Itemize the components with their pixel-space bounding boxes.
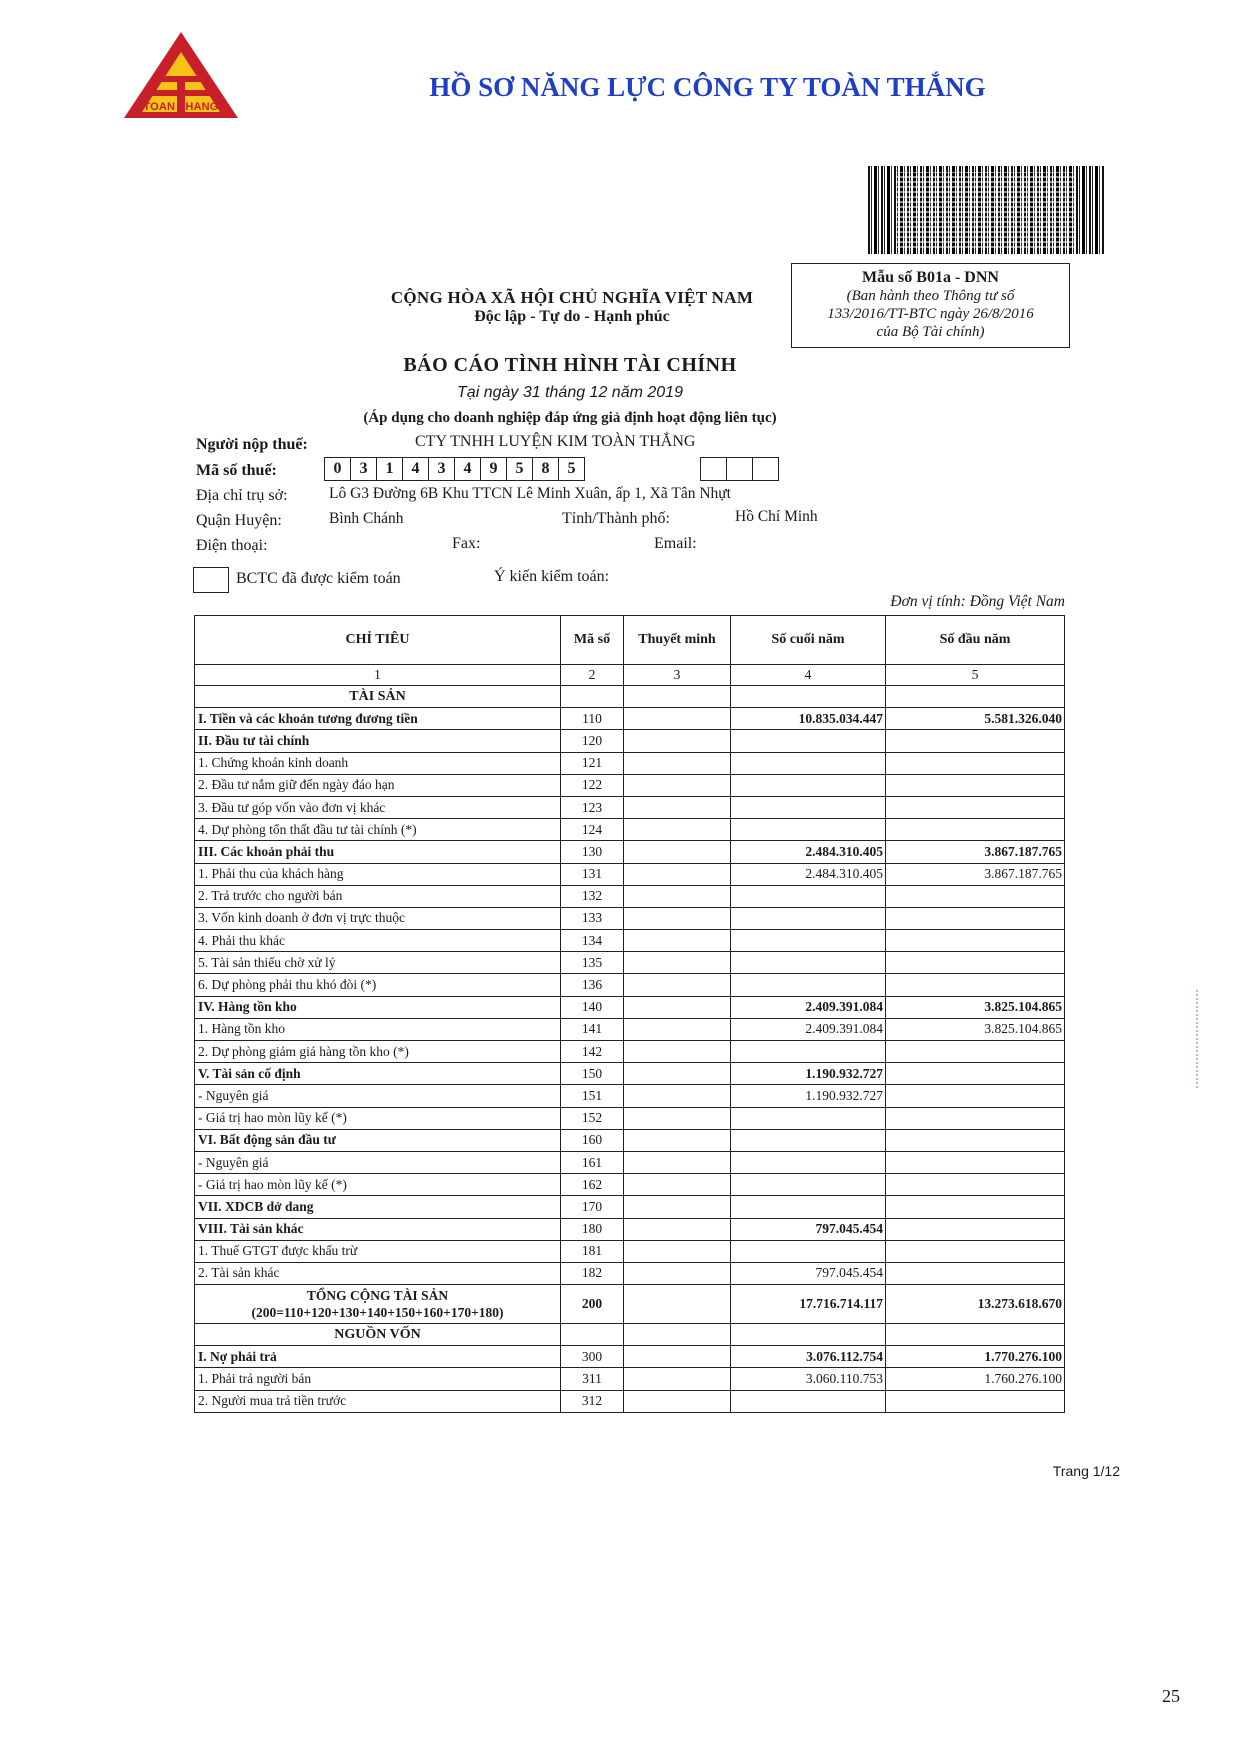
- row-note: [624, 1174, 731, 1196]
- page-header-title: HỒ SƠ NĂNG LỰC CÔNG TY TOÀN THẮNG: [429, 72, 986, 102]
- row-code: 120: [561, 730, 624, 752]
- barcode-image: [868, 166, 1104, 254]
- row-code: 130: [561, 841, 624, 863]
- republic-motto: Độc lập - Tự do - Hạnh phúc: [474, 308, 670, 325]
- report-date: Tại ngày 31 tháng 12 năm 2019: [457, 384, 683, 401]
- row-label: 3. Đầu tư góp vốn vào đơn vị khác: [195, 796, 561, 818]
- form-code-box: [791, 263, 1070, 348]
- city-label: Tỉnh/Thành phố:: [562, 510, 670, 527]
- row-code: 162: [561, 1174, 624, 1196]
- row-code: 131: [561, 863, 624, 885]
- row-note: [624, 930, 731, 952]
- row-label: [195, 1285, 561, 1324]
- report-apply-note: (Áp dụng cho doanh nghiệp đáp ứng giả định hoạt động liên tục): [363, 410, 777, 426]
- fax-label: Fax:: [452, 535, 481, 552]
- row-code: 132: [561, 885, 624, 907]
- row-code: 180: [561, 1218, 624, 1240]
- row-end-of-year: 797.045.454: [731, 1218, 886, 1240]
- row-end-of-year: [731, 907, 886, 929]
- taxcode-digit: 9: [481, 457, 507, 481]
- row-label: 3. Vốn kinh doanh ở đơn vị trực thuộc: [195, 907, 561, 929]
- row-note: [624, 952, 731, 974]
- row-start-of-year: [886, 930, 1065, 952]
- row-end-of-year: 17.716.714.117: [731, 1285, 886, 1324]
- address-value: Lô G3 Đường 6B Khu TTCN Lê Minh Xuân, ấp 1, Xã Tân Nhựt: [329, 485, 731, 502]
- row-label: 4. Dự phòng tổn thất đầu tư tài chính (*): [195, 819, 561, 841]
- row-end-of-year: 10.835.034.447: [731, 708, 886, 730]
- row-end-of-year: [731, 730, 886, 752]
- row-note: [624, 1107, 731, 1129]
- table-row: [195, 774, 1065, 796]
- form-note-1: (Ban hành theo Thông tư số: [846, 288, 1015, 304]
- row-start-of-year: [886, 952, 1065, 974]
- column-header: Số cuối năm: [731, 616, 886, 665]
- table-row: [195, 1218, 1065, 1240]
- logo-text: TOAN THANG: [143, 101, 219, 113]
- table-row: [195, 996, 1065, 1018]
- taxcode-digit: 4: [455, 457, 481, 481]
- row-label: 1. Phải thu của khách hàng: [195, 863, 561, 885]
- row-start-of-year: [886, 1041, 1065, 1063]
- row-label: NGUỒN VỐN: [195, 1324, 561, 1346]
- row-code: 182: [561, 1262, 624, 1284]
- row-end-of-year: [731, 774, 886, 796]
- table-row: [195, 1151, 1065, 1173]
- row-label: 1. Hàng tồn kho: [195, 1018, 561, 1040]
- row-start-of-year: [886, 1151, 1065, 1173]
- balance-sheet-table: [194, 615, 1065, 1413]
- audited-checkbox: [193, 567, 229, 593]
- row-note: [624, 1085, 731, 1107]
- row-note: [624, 730, 731, 752]
- row-label: 2. Đầu tư nắm giữ đến ngày đáo hạn: [195, 774, 561, 796]
- column-header: Số đầu năm: [886, 616, 1065, 665]
- row-start-of-year: [886, 1107, 1065, 1129]
- table-row: [195, 819, 1065, 841]
- row-end-of-year: 3.076.112.754: [731, 1346, 886, 1368]
- total-label: TỔNG CỘNG TÀI SẢN: [306, 1288, 449, 1304]
- row-start-of-year: 13.273.618.670: [886, 1285, 1065, 1324]
- table-row: [195, 930, 1065, 952]
- row-end-of-year: [731, 1041, 886, 1063]
- row-note: [624, 1240, 731, 1262]
- row-note: [624, 708, 731, 730]
- taxcode-digit: 4: [403, 457, 429, 481]
- row-code: 133: [561, 907, 624, 929]
- table-row: [195, 863, 1065, 885]
- form-note-2: 133/2016/TT-BTC ngày 26/8/2016: [827, 306, 1034, 322]
- table-row: [195, 1107, 1065, 1129]
- row-end-of-year: [731, 1107, 886, 1129]
- row-code: 122: [561, 774, 624, 796]
- row-start-of-year: 3.867.187.765: [886, 841, 1065, 863]
- document-page-number: 25: [1162, 1686, 1180, 1706]
- row-end-of-year: [731, 796, 886, 818]
- row-code: 300: [561, 1346, 624, 1368]
- column-index: 3: [624, 665, 731, 686]
- row-end-of-year: 1.190.932.727: [731, 1063, 886, 1085]
- row-end-of-year: 2.484.310.405: [731, 863, 886, 885]
- row-code: [561, 1324, 624, 1346]
- row-start-of-year: [886, 774, 1065, 796]
- audited-label: BCTC đã được kiểm toán: [236, 570, 401, 587]
- district-label: Quận Huyện:: [196, 512, 282, 529]
- row-code: 140: [561, 996, 624, 1018]
- row-note: [624, 774, 731, 796]
- taxcode-digit: 3: [429, 457, 455, 481]
- table-row: [195, 1346, 1065, 1368]
- taxcode-digit: 8: [533, 457, 559, 481]
- row-start-of-year: [886, 1174, 1065, 1196]
- row-note: [624, 885, 731, 907]
- row-end-of-year: 3.060.110.753: [731, 1368, 886, 1390]
- report-title: BÁO CÁO TÌNH HÌNH TÀI CHÍNH: [403, 354, 737, 376]
- row-end-of-year: 2.484.310.405: [731, 841, 886, 863]
- row-end-of-year: [731, 974, 886, 996]
- row-end-of-year: 797.045.454: [731, 1262, 886, 1284]
- row-note: [624, 1346, 731, 1368]
- row-start-of-year: [886, 1262, 1065, 1284]
- row-label: - Giá trị hao mòn lũy kế (*): [195, 1174, 561, 1196]
- taxcode-extra-box: [753, 457, 779, 481]
- row-label: I. Nợ phải trả: [195, 1346, 561, 1368]
- row-note: [624, 1324, 731, 1346]
- column-index: 5: [886, 665, 1065, 686]
- column-header: CHỈ TIÊU: [195, 616, 561, 665]
- row-start-of-year: 3.867.187.765: [886, 863, 1065, 885]
- currency-unit: Đơn vị tính: Đồng Việt Nam: [890, 593, 1065, 610]
- phone-label: Điện thoại:: [196, 537, 268, 554]
- table-row: [195, 708, 1065, 730]
- row-end-of-year: [731, 1129, 886, 1151]
- row-start-of-year: [886, 1196, 1065, 1218]
- row-label: 2. Dự phòng giảm giá hàng tồn kho (*): [195, 1041, 561, 1063]
- row-note: [624, 841, 731, 863]
- row-end-of-year: [731, 819, 886, 841]
- row-start-of-year: 5.581.326.040: [886, 708, 1065, 730]
- row-end-of-year: [731, 952, 886, 974]
- row-code: 152: [561, 1107, 624, 1129]
- table-row: [195, 907, 1065, 929]
- row-label: 1. Phải trả người bán: [195, 1368, 561, 1390]
- column-index: 2: [561, 665, 624, 686]
- row-start-of-year: 3.825.104.865: [886, 996, 1065, 1018]
- table-row: [195, 952, 1065, 974]
- row-label: 2. Trả trước cho người bán: [195, 885, 561, 907]
- row-end-of-year: [731, 1390, 886, 1412]
- taxpayer-name: CTY TNHH LUYỆN KIM TOÀN THẮNG: [415, 433, 696, 450]
- taxpayer-label: Người nộp thuế:: [196, 436, 308, 453]
- row-code: 141: [561, 1018, 624, 1040]
- table-row: [195, 752, 1065, 774]
- taxcode-label: Mã số thuế:: [196, 462, 277, 479]
- row-code: 161: [561, 1151, 624, 1173]
- audit-opinion-label: Ý kiến kiểm toán:: [494, 568, 610, 585]
- table-row: [195, 1324, 1065, 1346]
- row-code: 124: [561, 819, 624, 841]
- row-label: - Giá trị hao mòn lũy kế (*): [195, 1107, 561, 1129]
- table-row: [195, 1063, 1065, 1085]
- row-note: [624, 1129, 731, 1151]
- row-code: 121: [561, 752, 624, 774]
- row-code: 151: [561, 1085, 624, 1107]
- row-label: - Nguyên giá: [195, 1085, 561, 1107]
- table-row: [195, 1240, 1065, 1262]
- row-label: 2. Tài sản khác: [195, 1262, 561, 1284]
- row-end-of-year: [731, 1196, 886, 1218]
- row-end-of-year: [731, 930, 886, 952]
- row-note: [624, 1218, 731, 1240]
- row-end-of-year: [731, 1174, 886, 1196]
- table-row: [195, 686, 1065, 708]
- row-note: [624, 1196, 731, 1218]
- row-start-of-year: [886, 796, 1065, 818]
- table-row: [195, 1368, 1065, 1390]
- taxcode-boxes: [324, 457, 585, 481]
- stamp-mark: [1196, 990, 1212, 1088]
- row-code: 123: [561, 796, 624, 818]
- row-note: [624, 863, 731, 885]
- table-row: [195, 1018, 1065, 1040]
- row-start-of-year: [886, 885, 1065, 907]
- table-header-row: [195, 616, 1065, 665]
- row-start-of-year: [886, 1240, 1065, 1262]
- row-start-of-year: [886, 730, 1065, 752]
- row-code: 110: [561, 708, 624, 730]
- row-start-of-year: [886, 1129, 1065, 1151]
- table-row: [195, 1285, 1065, 1324]
- row-code: 150: [561, 1063, 624, 1085]
- table-row: [195, 1174, 1065, 1196]
- row-label: III. Các khoản phải thu: [195, 841, 561, 863]
- taxcode-extra-box: [727, 457, 753, 481]
- table-row: [195, 730, 1065, 752]
- table-row: [195, 796, 1065, 818]
- row-label: 6. Dự phòng phải thu khó đòi (*): [195, 974, 561, 996]
- column-index: 1: [195, 665, 561, 686]
- city-value: Hồ Chí Minh: [735, 508, 818, 525]
- row-end-of-year: [731, 1151, 886, 1173]
- form-code: Mẫu số B01a - DNN: [862, 269, 999, 286]
- row-start-of-year: [886, 686, 1065, 708]
- table-row: [195, 1085, 1065, 1107]
- row-end-of-year: 1.190.932.727: [731, 1085, 886, 1107]
- row-code: 312: [561, 1390, 624, 1412]
- row-note: [624, 1262, 731, 1284]
- row-note: [624, 1285, 731, 1324]
- row-end-of-year: [731, 1240, 886, 1262]
- taxcode-digit: 0: [324, 457, 351, 481]
- row-start-of-year: [886, 907, 1065, 929]
- row-label: 4. Phải thu khác: [195, 930, 561, 952]
- page-indicator: Trang 1/12: [1052, 1463, 1120, 1479]
- row-code: 200: [561, 1285, 624, 1324]
- row-code: 311: [561, 1368, 624, 1390]
- row-note: [624, 1063, 731, 1085]
- row-label: I. Tiền và các khoản tương đương tiền: [195, 708, 561, 730]
- column-index: 4: [731, 665, 886, 686]
- row-end-of-year: 2.409.391.084: [731, 1018, 886, 1040]
- table-row: [195, 1041, 1065, 1063]
- row-note: [624, 996, 731, 1018]
- row-note: [624, 1151, 731, 1173]
- column-header: Mã số: [561, 616, 624, 665]
- address-label: Địa chỉ trụ sở:: [196, 487, 288, 504]
- row-start-of-year: [886, 974, 1065, 996]
- row-code: 134: [561, 930, 624, 952]
- row-label: 2. Người mua trả tiền trước: [195, 1390, 561, 1412]
- row-code: 170: [561, 1196, 624, 1218]
- row-label: VIII. Tài sản khác: [195, 1218, 561, 1240]
- row-note: [624, 752, 731, 774]
- row-start-of-year: [886, 1085, 1065, 1107]
- total-formula: (200=110+120+130+140+150+160+170+180): [251, 1305, 504, 1321]
- row-start-of-year: [886, 1063, 1065, 1085]
- row-code: 160: [561, 1129, 624, 1151]
- taxcode-digit: 5: [559, 457, 585, 481]
- row-note: [624, 819, 731, 841]
- row-end-of-year: [731, 1324, 886, 1346]
- row-end-of-year: [731, 885, 886, 907]
- row-start-of-year: [886, 1218, 1065, 1240]
- row-code: 181: [561, 1240, 624, 1262]
- row-code: 136: [561, 974, 624, 996]
- taxcode-digit: 5: [507, 457, 533, 481]
- table-row: [195, 885, 1065, 907]
- row-label: 5. Tài sản thiếu chờ xử lý: [195, 952, 561, 974]
- row-note: [624, 907, 731, 929]
- table-row: [195, 841, 1065, 863]
- row-label: IV. Hàng tồn kho: [195, 996, 561, 1018]
- row-label: V. Tài sản cố định: [195, 1063, 561, 1085]
- row-end-of-year: [731, 686, 886, 708]
- republic-name: CỘNG HÒA XÃ HỘI CHỦ NGHĨA VIỆT NAM: [390, 288, 754, 307]
- table-row: [195, 1196, 1065, 1218]
- row-end-of-year: 2.409.391.084: [731, 996, 886, 1018]
- row-start-of-year: [886, 819, 1065, 841]
- row-label: 1. Chứng khoán kinh doanh: [195, 752, 561, 774]
- row-code: 142: [561, 1041, 624, 1063]
- row-note: [624, 1041, 731, 1063]
- row-note: [624, 1390, 731, 1412]
- row-start-of-year: 3.825.104.865: [886, 1018, 1065, 1040]
- row-end-of-year: [731, 752, 886, 774]
- row-label: TÀI SẢN: [195, 686, 561, 708]
- table-row: [195, 974, 1065, 996]
- row-label: VII. XDCB dở dang: [195, 1196, 561, 1218]
- table-row: [195, 1390, 1065, 1412]
- taxcode-extra-boxes: [700, 457, 779, 481]
- taxcode-digit: 3: [351, 457, 377, 481]
- column-header: Thuyết minh: [624, 616, 731, 665]
- row-label: II. Đầu tư tài chính: [195, 730, 561, 752]
- row-note: [624, 686, 731, 708]
- row-note: [624, 1018, 731, 1040]
- row-code: 135: [561, 952, 624, 974]
- taxcode-digit: 1: [377, 457, 403, 481]
- email-label: Email:: [654, 535, 697, 552]
- row-note: [624, 796, 731, 818]
- row-start-of-year: 1.770.276.100: [886, 1346, 1065, 1368]
- row-start-of-year: [886, 752, 1065, 774]
- row-start-of-year: [886, 1390, 1065, 1412]
- column-index-row: [195, 665, 1065, 686]
- taxcode-extra-box: [700, 457, 727, 481]
- row-note: [624, 974, 731, 996]
- row-start-of-year: 1.760.276.100: [886, 1368, 1065, 1390]
- district-value: Bình Chánh: [329, 510, 404, 527]
- form-note-3: của Bộ Tài chính): [876, 324, 985, 340]
- table-row: [195, 1262, 1065, 1284]
- row-label: 1. Thuế GTGT được khấu trừ: [195, 1240, 561, 1262]
- table-row: [195, 1129, 1065, 1151]
- row-label: - Nguyên giá: [195, 1151, 561, 1173]
- row-code: [561, 686, 624, 708]
- row-start-of-year: [886, 1324, 1065, 1346]
- row-note: [624, 1368, 731, 1390]
- row-label: VI. Bất động sản đầu tư: [195, 1129, 561, 1151]
